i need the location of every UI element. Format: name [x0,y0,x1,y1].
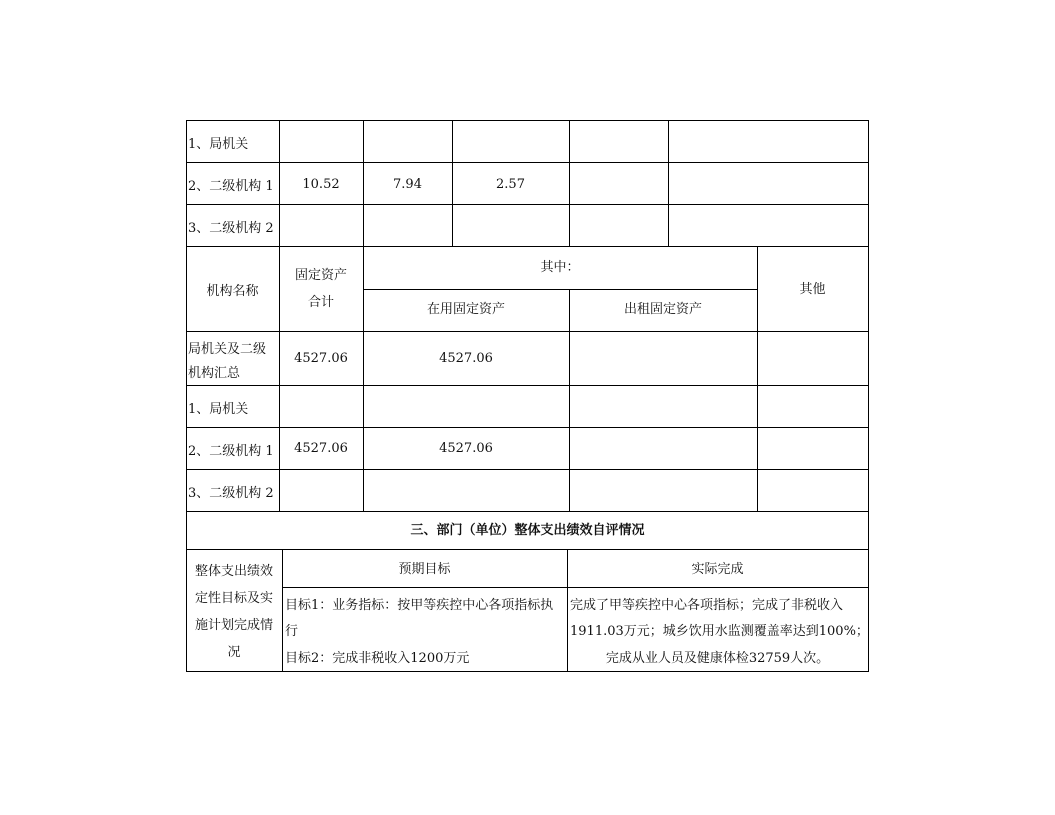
header-fixed-assets-total: 合计 [307,295,334,310]
section-title: 三、部门（单位）整体支出绩效自评情况 [410,523,645,538]
row-label: 局机关及二级 [188,342,267,357]
row-label: 1、局机关 [188,137,249,152]
expected-line: 目标1：业务指标：按甲等疾控中心各项指标执 [285,598,554,613]
row-label: 3、二级机构 2 [188,221,274,236]
cell-value: 4527.06 [439,441,493,456]
actual-line: 完成了甲等疾控中心各项指标；完成了非税收入 [570,598,844,613]
label-line: 况 [227,645,241,660]
row-label: 1、局机关 [188,402,249,417]
expected-header: 预期目标 [398,562,451,577]
cell-value: 4527.06 [439,351,493,366]
actual-line: 完成从业人员及健康体检32759人次。 [605,651,830,666]
cell-value: 7.94 [393,177,422,192]
row-label: 2、二级机构 1 [188,444,274,459]
actual-line: 1911.03万元；城乡饮用水监测覆盖率达到100%； [570,624,869,639]
label-line: 整体支出绩效 [194,564,273,579]
actual-header: 实际完成 [691,562,744,577]
label-line: 定性目标及实 [194,591,273,606]
header-in-use: 在用固定资产 [426,302,505,317]
expected-line: 行 [285,624,299,639]
row-label: 2、二级机构 1 [188,179,274,194]
cell-value: 2.57 [496,177,525,192]
cell-value: 4527.06 [294,351,348,366]
header-leased: 出租固定资产 [623,302,702,317]
cell-value: 4527.06 [294,441,348,456]
row-label: 3、二级机构 2 [188,486,274,501]
header-fixed-assets: 固定资产 [294,268,347,283]
header-among: 其中： [540,260,580,275]
row-label: 机构汇总 [188,366,241,381]
expected-line: 目标2：完成非税收入1200万元 [285,651,470,666]
cell-value: 10.52 [302,177,340,192]
header-org-name: 机构名称 [206,284,259,299]
label-line: 施计划完成情 [194,618,273,633]
header-other: 其他 [799,282,826,297]
